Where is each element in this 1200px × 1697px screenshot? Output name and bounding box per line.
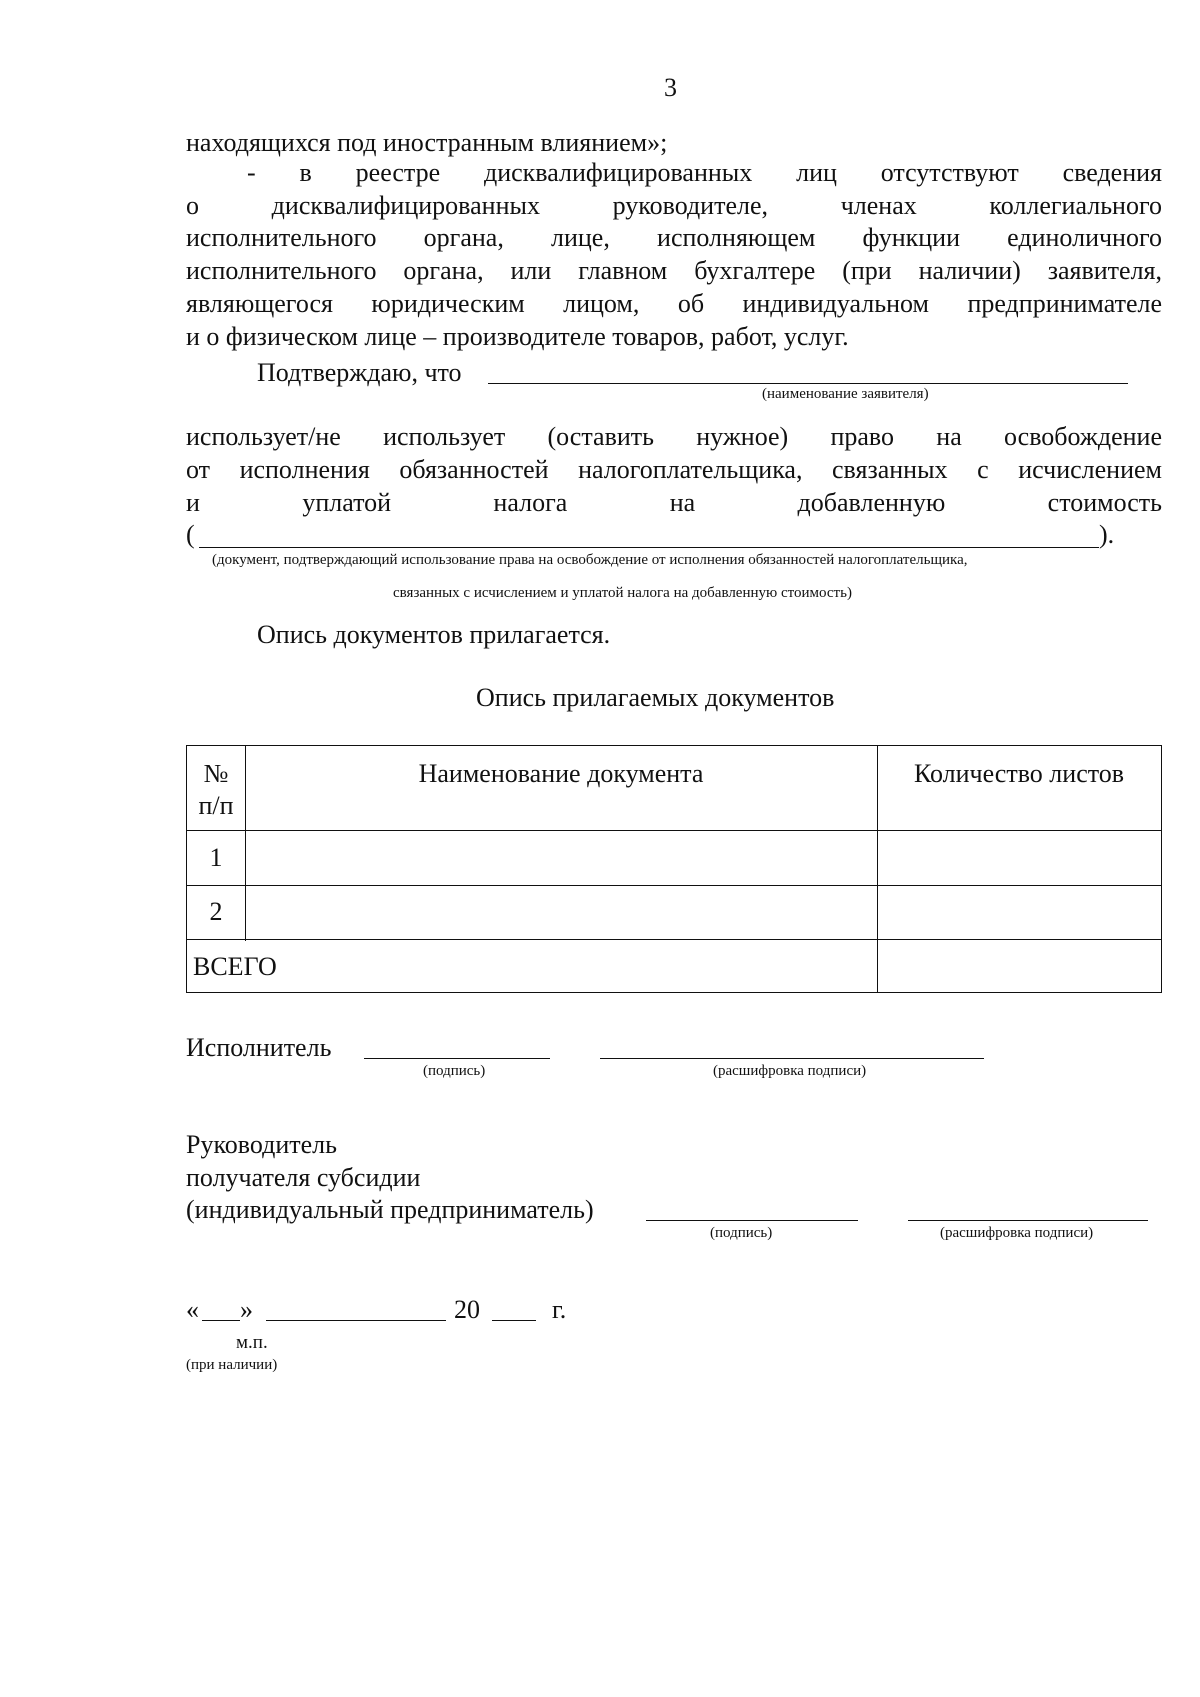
paragraph-line-6: являющегося юридическим лицом, об индивидуальном предпринимателе — [186, 289, 1162, 318]
table-title: Опись прилагаемых документов — [476, 683, 835, 712]
row-number: 2 — [209, 897, 223, 926]
executor-signature-hint: (подпись) — [423, 1063, 486, 1079]
date-year-suffix: г. — [552, 1295, 567, 1324]
executor-signature-line[interactable] — [364, 1058, 550, 1059]
documents-table — [186, 745, 1162, 993]
stamp-label: м.п. — [236, 1332, 268, 1353]
head-line-3: (индивидуальный предприниматель) — [186, 1195, 594, 1224]
executor-decode-hint: (расшифровка подписи) — [713, 1063, 867, 1079]
header-document-name: Наименование документа — [418, 759, 704, 788]
attached-note: Опись документов прилагается. — [257, 620, 611, 649]
date-close-quote: » — [240, 1295, 253, 1324]
header-num-line-2: п/п — [198, 791, 234, 820]
row-sheet-count-cell[interactable] — [877, 887, 1161, 938]
head-line-2: получателя субсидии — [186, 1163, 421, 1192]
page-number: 3 — [664, 73, 677, 102]
executor-decode-line[interactable] — [600, 1058, 984, 1059]
head-line-1: Руководитель — [186, 1130, 337, 1159]
table-divider — [187, 885, 1161, 886]
paragraph-line-2: - в реестре дисквалифицированных лиц отсутствуют сведения — [247, 158, 1162, 187]
stamp-hint: (при наличии) — [186, 1357, 278, 1373]
row-document-name-cell[interactable] — [245, 832, 877, 884]
paragraph-line-3: о дисквалифицированных руководителе, членах коллегиального — [186, 191, 1162, 220]
exemption-line-1: использует/не использует (оставить нужное) право на освобождение — [186, 422, 1162, 451]
exemption-hint-2: связанных с исчислением и уплатой налога на добавленную стоимость) — [393, 585, 852, 601]
date-day-line[interactable] — [202, 1320, 240, 1321]
table-divider — [187, 830, 1161, 831]
exemption-hint-1: (документ, подтверждающий использование права на освобождение от исполнения обязанностей налогоплательщика, — [212, 552, 968, 568]
row-number: 1 — [209, 843, 223, 872]
total-label: ВСЕГО — [193, 952, 277, 981]
row-sheet-count-cell[interactable] — [877, 832, 1161, 884]
row-document-name-cell[interactable] — [245, 887, 877, 938]
open-paren: ( — [186, 520, 195, 549]
close-paren: ). — [1099, 520, 1115, 549]
header-num — [187, 758, 245, 822]
header-sheet-count: Количество листов — [913, 759, 1125, 788]
date-year-prefix: 20 — [454, 1295, 480, 1324]
paragraph-line-1: находящихся под иностранным влиянием»; — [186, 128, 668, 157]
head-signature-line[interactable] — [646, 1220, 858, 1221]
exemption-line-3: и уплатой налога на добавленную стоимость — [186, 488, 1162, 517]
paragraph-line-5: исполнительного органа, или главном бухгалтере (при наличии) заявителя, — [186, 256, 1162, 285]
confirm-label: Подтверждаю, что — [257, 358, 462, 387]
total-sheet-count-cell[interactable] — [877, 941, 1161, 991]
date-year-line[interactable] — [492, 1320, 536, 1321]
applicant-name-line[interactable] — [488, 383, 1128, 384]
table-divider — [187, 939, 1161, 940]
head-signature-hint: (подпись) — [710, 1225, 773, 1241]
head-decode-line[interactable] — [908, 1220, 1148, 1221]
exemption-line-2: от исполнения обязанностей налогоплательщика, связанных с исчислением — [186, 455, 1162, 484]
exemption-document-line[interactable] — [199, 547, 1099, 548]
header-num-line-1: № — [203, 759, 229, 788]
head-decode-hint: (расшифровка подписи) — [940, 1225, 1094, 1241]
date-month-line[interactable] — [266, 1320, 446, 1321]
executor-label: Исполнитель — [186, 1033, 332, 1062]
applicant-name-hint: (наименование заявителя) — [762, 386, 929, 402]
paragraph-line-4: исполнительного органа, лице, исполняющем функции единоличного — [186, 223, 1162, 252]
date-open-quote: « — [186, 1295, 199, 1324]
paragraph-line-7: и о физическом лице – производителе товаров, работ, услуг. — [186, 322, 849, 351]
